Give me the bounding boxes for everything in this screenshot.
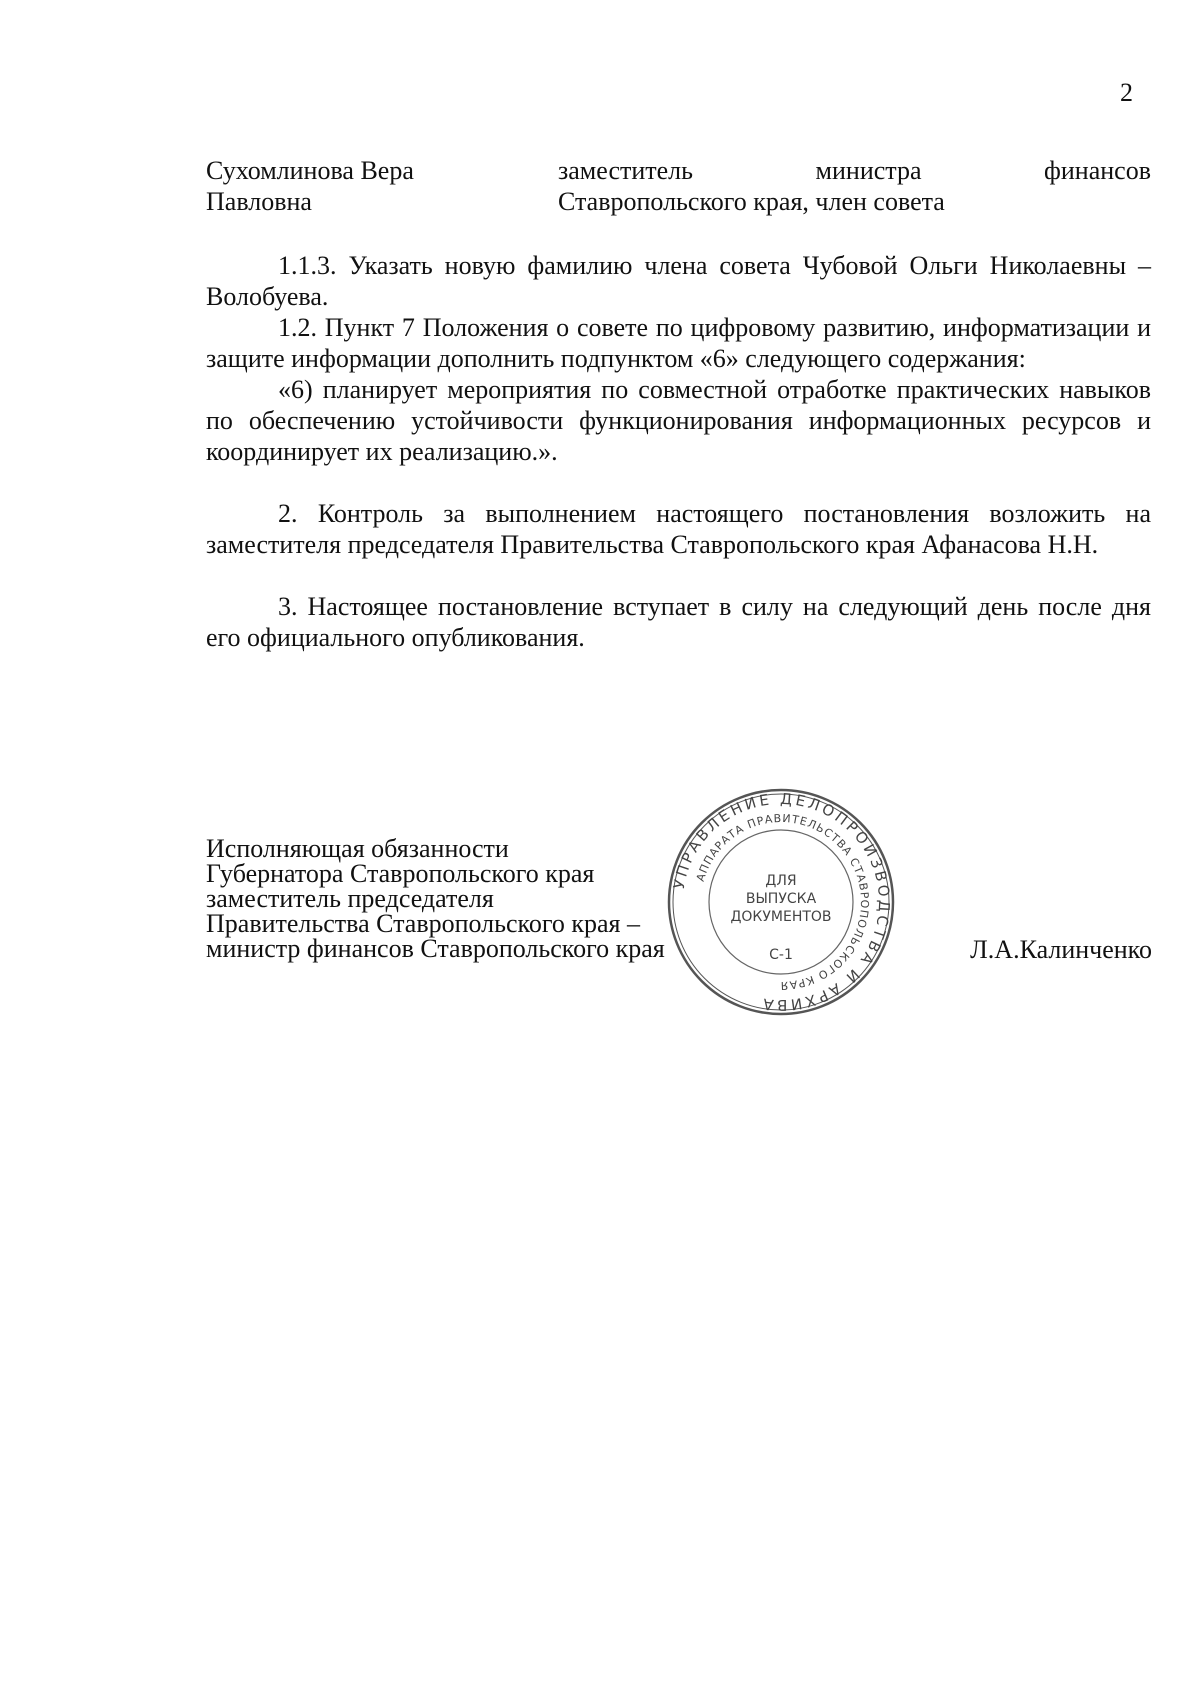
stamp-outer-text: УПРАВЛЕНИЕ ДЕЛОПРОИЗВОДСТВА И АРХИВА — [669, 789, 894, 1015]
member-role — [558, 155, 1151, 217]
signatory-title-line4: Правительства Ставропольского края – — [206, 909, 641, 938]
paragraph-3: 3. Настоящее постановление вступает в силу на следующий день после дня его официального опубликования. — [206, 592, 1151, 652]
member-name-line1: Сухомлинова Вера — [206, 156, 414, 185]
member-name — [206, 155, 506, 217]
signatory-title-line2: Губернатора Ставропольского края — [206, 859, 595, 888]
stamp-inner-text: АППАРАТА ПРАВИТЕЛЬСТВА СТАВРОПОЛЬСКОГО КРАЯ — [693, 811, 872, 993]
stamp-center-line2: ВЫПУСКА — [745, 891, 817, 907]
paragraph-1-1-3: 1.1.3. Указать новую фамилию члена совета Чубовой Ольги Николаевны – Волобуева. — [206, 251, 1151, 311]
signer-name: Л.А.Калинченко — [970, 935, 1152, 964]
page-number: 2 — [1120, 78, 1133, 107]
signatory-title — [206, 836, 726, 961]
document-body — [206, 250, 1151, 653]
signatory-title-line5: министр финансов Ставропольского края — [206, 934, 665, 963]
member-role-line2: Ставропольского края, член совета — [558, 187, 945, 216]
stamp-center-line3: ДОКУМЕНТОВ — [730, 909, 832, 925]
signatory-title-line3: заместитель председателя — [206, 884, 494, 913]
signatory-title-line1: Исполняющая обязанности — [206, 834, 509, 863]
member-role-line1: заместитель министра финансов — [558, 156, 1151, 185]
paragraph-1-2: 1.2. Пункт 7 Положения о совете по цифровому развитию, информатизации и защите информации дополнить подпунктом «6» следующего содержания: — [206, 313, 1151, 373]
paragraph-2: 2. Контроль за выполнением настоящего постановления возложить на заместителя председателя Правительства Ставропольского края Афанасова Н.Н. — [206, 499, 1151, 559]
member-name-line2: Павловна — [206, 187, 312, 216]
official-stamp-seal — [666, 787, 896, 1017]
stamp-center-line1: ДЛЯ — [765, 873, 797, 889]
paragraph-1-2-quote: «6) планирует мероприятия по совместной отработке практических навыков по обеспечению устойчивости функционирования информационных ресурсов и координирует их реализацию.». — [206, 375, 1151, 466]
stamp-code: С-1 — [769, 947, 793, 963]
